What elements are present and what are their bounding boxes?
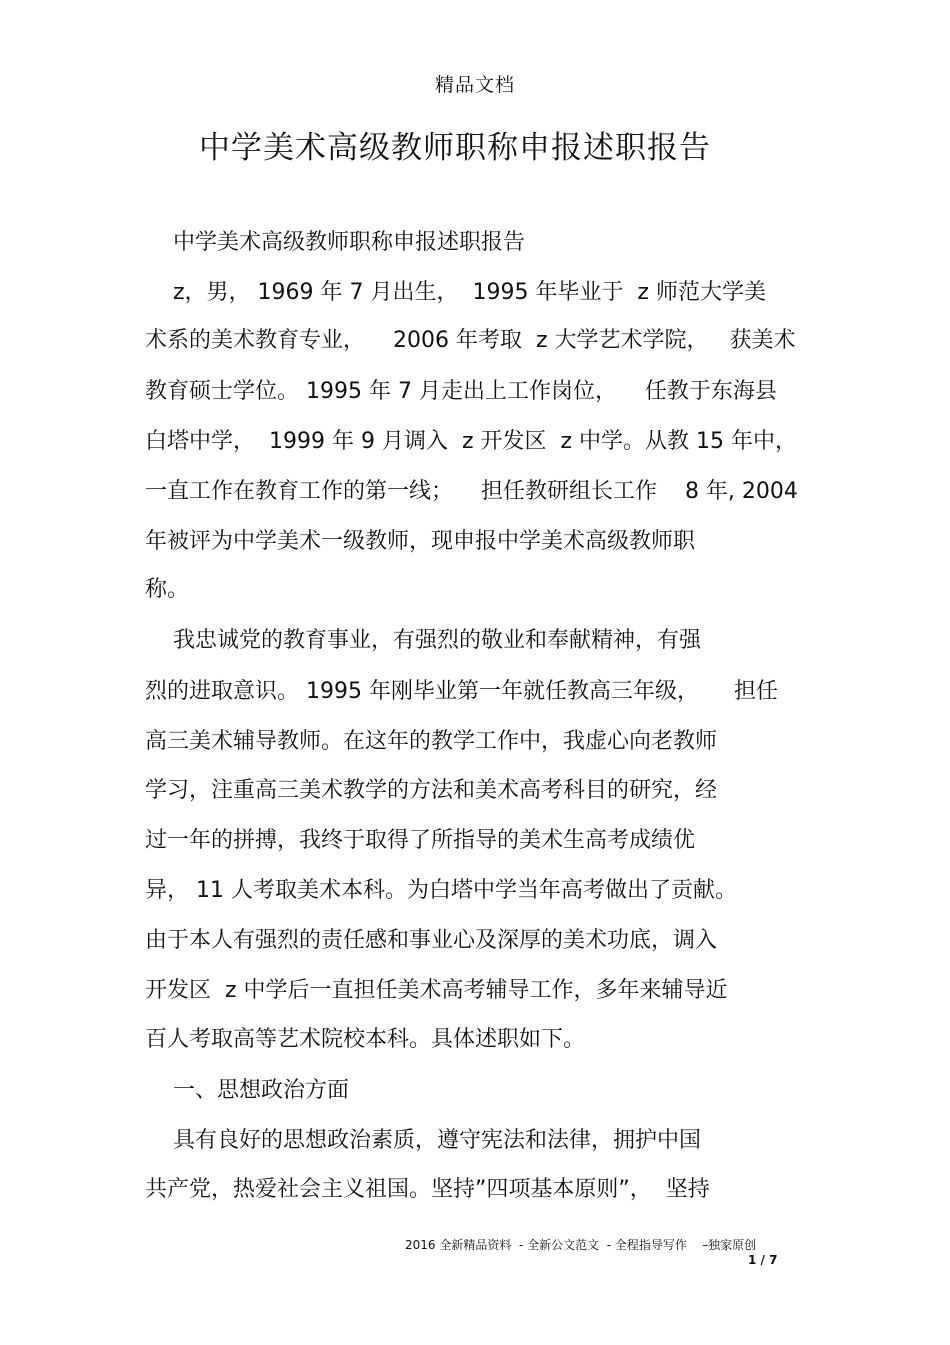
- body-line: 一直工作在教育工作的第一线； 担任教研组长工作 8 年, 2004: [145, 479, 798, 504]
- body-line: 共产党，热爱社会主义祖国。坚持”四项基本原则”， 坚持: [145, 1177, 710, 1202]
- body-line: 我忠诚党的教育事业，有强烈的敬业和奉献精神，有强: [145, 628, 701, 653]
- body-line: 称。: [145, 577, 190, 602]
- document-title: 中学美术高级教师职称申报述职报告: [199, 130, 711, 166]
- body-line: 由于本人有强烈的责任感和事业心及深厚的美术功底，调入: [145, 928, 718, 953]
- page-number: 1 / 7: [748, 1253, 778, 1267]
- body-line: 百人考取高等艺术院校本科。具体述职如下。: [145, 1027, 586, 1052]
- body-line: 异， 11 人考取美术本科。为白塔中学当年高考做出了贡献。: [145, 878, 737, 903]
- body-line: 具有良好的思想政治素质，遵守宪法和法律，拥护中国: [145, 1128, 701, 1153]
- footer-text: 2016 全新精品资料 - 全新公文范文 - 全程指导写作 –独家原创: [405, 1238, 757, 1252]
- body-line: 术系的美术教育专业， 2006 年考取 z 大学艺术学院， 获美术: [145, 328, 796, 353]
- body-line: 烈的进取意识。 1995 年刚毕业第一年就任教高三年级， 担任: [145, 679, 778, 704]
- body-line: z，男， 1969 年 7 月出生， 1995 年毕业于 z 师范大学美: [145, 280, 766, 305]
- body-line: 年被评为中学美术一级教师，现申报中学美术高级教师职: [145, 529, 696, 554]
- body-line: 过一年的拼搏，我终于取得了所指导的美术生高考成绩优: [145, 828, 696, 853]
- body-line: 开发区 z 中学后一直担任美术高考辅导工作，多年来辅导近: [145, 978, 728, 1003]
- body-line: 白塔中学， 1999 年 9 月调入 z 开发区 z 中学。从教 15 年中，: [145, 429, 797, 454]
- body-line: 一、思想政治方面: [145, 1078, 349, 1103]
- body-line: 高三美术辅导教师。在这年的教学工作中，我虚心向老教师: [145, 729, 718, 754]
- body-line: 教育硕士学位。 1995 年 7 月走出上工作岗位， 任教于东海县: [145, 379, 777, 404]
- body-line: 中学美术高级教师职称申报述职报告: [145, 230, 525, 255]
- document-header: 精品文档: [434, 74, 515, 96]
- body-line: 学习，注重高三美术教学的方法和美术高考科目的研究，经: [145, 778, 718, 803]
